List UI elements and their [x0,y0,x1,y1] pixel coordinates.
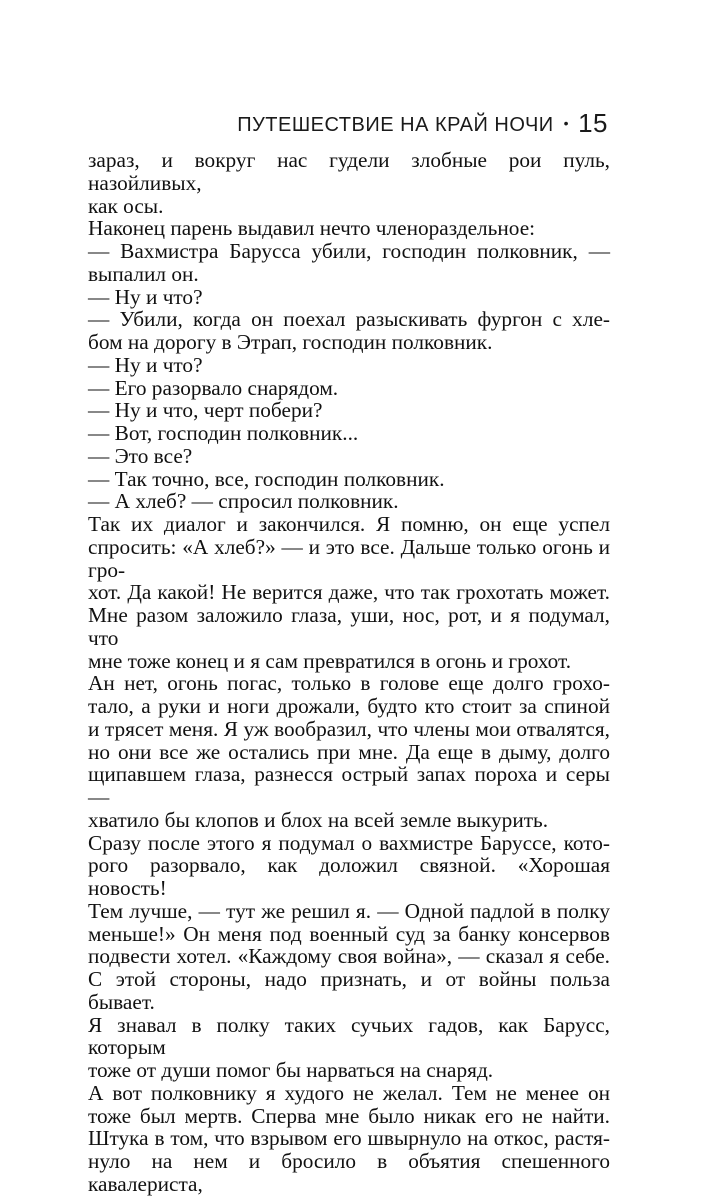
text-line: хот. Да какой! Не верится даже, что так грохотать может. [88,580,610,605]
text-line: Ан нет, огонь погас, только в голове еще долго грохо- [88,671,610,696]
text-line: нуло на нем и бросило в объятия спешенного кавалериста, [88,1149,610,1196]
text-line: подвести хотел. «Каждому своя война», — сказал я себе. [88,944,610,969]
text-line: тало, а руки и ноги дрожали, будто кто стоит за спиной [88,694,610,718]
text-line: спросить: «А хлеб?» — и это все. Дальше только огонь и гро- [88,534,610,582]
text-line: — Вот, господин полковник... [88,421,359,445]
text-line: Наконец парень выдавил нечто членораздельное: [88,216,536,241]
text-line: Так их диалог и закончился. Я помню, он еще успел [88,512,610,536]
text-line: — Так точно, все, господин полковник. [88,466,445,491]
running-header [88,105,608,143]
text-line: как осы. [88,193,164,218]
text-line: — Это все? [88,443,193,468]
text-line: С этой стороны, надо признать, и от войны польза бывает. [88,967,610,1014]
text-line: Мне разом заложило глаза, уши, нос, рот, и я подумал, что [88,603,610,650]
text-line: — Ну и что, черт побери? [88,398,323,423]
text-line: тоже от души помог бы нарваться на снаряд. [88,1058,494,1082]
text-line: — Его разорвало снарядом. [88,375,339,400]
page-number: 15 [578,108,608,138]
text-line: — Ну и что? [88,352,203,377]
text-line: — Ну и что? [88,284,203,309]
text-line: рого разорвало, как доложил связной. «Хорошая новость! [88,853,610,900]
body-text [88,149,610,1196]
text-line: выпалил он. [88,261,199,286]
text-line: и трясет меня. Я уж вообразил, что члены мои отвалятся, [88,716,610,741]
text-line: Штука в том, что взрывом его швырнуло на откос, растя- [88,1126,610,1151]
text-line: — А хлеб? — спросил полковник. [88,489,399,514]
text-line: меньше!» Он меня под военный суд за банку консервов [88,921,610,946]
text-line: мне тоже конец и я сам превратился в огонь и грохот. [88,648,572,673]
text-line: щипавшем глаза, разнесся острый запах пороха и серы — [88,762,610,809]
text-line: А вот полковнику я худого не желал. Тем не менее он [88,1080,610,1105]
text-line: Тем лучше, — тут же решил я. — Одной падлой в полку [88,898,610,923]
text-line: хватило бы клопов и блох на всей земле выкурить. [88,807,549,832]
text-line: но они все же остались при мне. Да еще в дыму, долго [88,739,610,764]
header-separator: • [563,115,570,131]
text-line: тоже был мертв. Сперва мне было никак его не найти. [88,1103,610,1128]
text-line: — Вахмистра Барусса убили, господин полковник, — [88,239,610,263]
text-line: — Убили, когда он поехал разыскивать фургон с хле- [88,307,610,332]
text-line: Я знавал в полку таких сучьих гадов, как Барусс, которым [88,1012,610,1060]
text-line: Сразу после этого я подумал о вахмистре Баруссе, кото- [88,830,610,855]
text-line: зараз, и вокруг нас гудели злобные рои пуль, назойливых, [88,148,610,195]
book-title: ПУТЕШЕСТВИЕ НА КРАЙ НОЧИ [237,114,554,136]
text-line: бом на дорогу в Этрап, господин полковник. [88,330,493,354]
